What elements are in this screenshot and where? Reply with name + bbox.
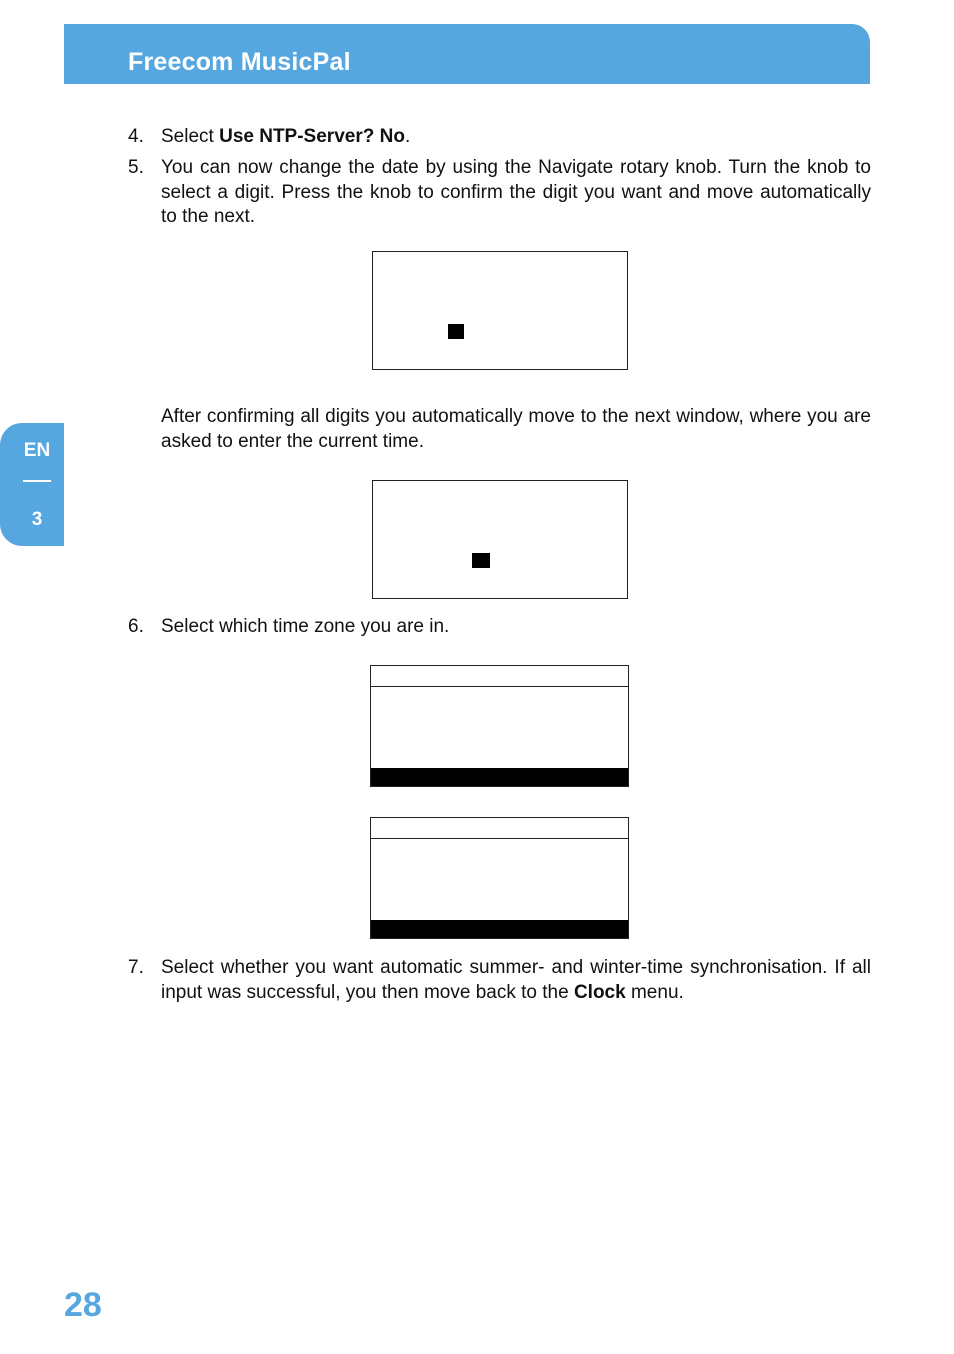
summer-winter-screen	[370, 817, 629, 939]
step-text	[161, 956, 871, 1005]
page-number: 28	[64, 1286, 102, 1324]
chapter-number: 3	[31, 509, 43, 530]
step-number: 6.	[128, 616, 144, 637]
language-label: EN	[23, 440, 51, 461]
screen-title-row	[371, 818, 628, 839]
selection-highlight-bar	[371, 920, 628, 938]
step-text-bold: Clock	[573, 981, 626, 1003]
step-number: 5.	[128, 157, 144, 178]
square-cursor-icon	[472, 553, 490, 568]
step-text-suffix: .	[404, 126, 411, 147]
step-text-prefix: Select whether you want automatic summer- and winter-time synchronisation. If all input was successful, you then move back to the	[161, 957, 871, 1003]
selection-highlight-bar	[371, 768, 628, 786]
step-text-suffix: menu.	[625, 981, 684, 1003]
time-zone-screen	[370, 665, 629, 787]
after-confirm-text: After confirming all digits you automatically move to the next window, where you are asked to enter the current time.	[161, 406, 871, 452]
step-number: 7.	[128, 957, 144, 978]
step-text-prefix: Select	[161, 126, 220, 147]
screen-title-row	[371, 666, 628, 687]
step-text	[161, 125, 871, 150]
step-text-bold: Use NTP-Server? No	[219, 126, 405, 147]
time-entry-screen	[372, 480, 628, 599]
step-number: 4.	[128, 126, 144, 147]
step-text: You can now change the date by using the Navigate rotary knob. Turn the knob to select a digit. Press the knob to confirm the digit you want and move automatically to the next.	[161, 157, 871, 227]
step-text: Select which time zone you are in.	[161, 616, 450, 637]
side-tab-divider	[23, 480, 51, 482]
square-cursor-icon	[448, 324, 464, 339]
header-title: Freecom MusicPal	[128, 48, 351, 76]
date-entry-screen	[372, 251, 628, 370]
